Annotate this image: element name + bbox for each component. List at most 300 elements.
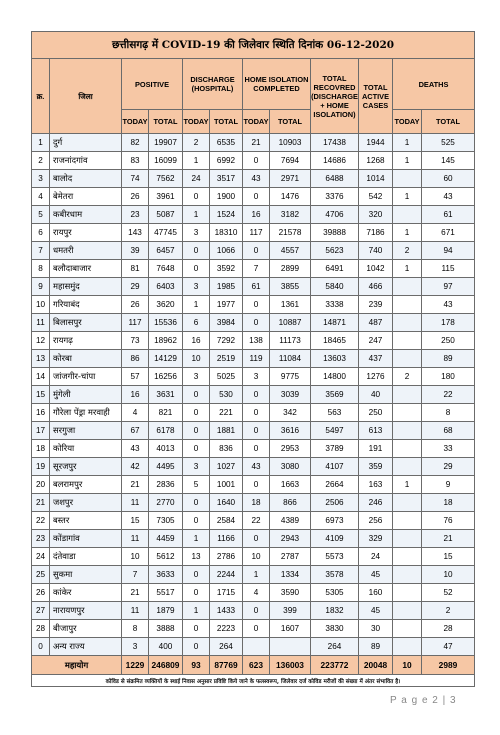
- cell-active: 24: [359, 548, 393, 566]
- cell-pos-total: 16256: [149, 368, 183, 386]
- cell-death-today: [393, 404, 422, 422]
- cell-hi-total: 3182: [270, 206, 311, 224]
- cell-hi-total: 7694: [270, 152, 311, 170]
- cell-dis-total: 3984: [210, 314, 243, 332]
- cell-dis-today: 1: [183, 206, 210, 224]
- cell-pos-today: 7: [122, 566, 149, 584]
- cell-recovered: 5573: [311, 548, 359, 566]
- cell-active: 30: [359, 620, 393, 638]
- cell-death-today: [393, 350, 422, 368]
- cell-death-today: 1: [393, 134, 422, 152]
- cell-death-total: 145: [422, 152, 475, 170]
- cell-sno: 25: [32, 566, 50, 584]
- cell-sno: 27: [32, 602, 50, 620]
- cell-pos-total: 4495: [149, 458, 183, 476]
- cell-hi-today: 0: [243, 440, 270, 458]
- cell-district: दंतेवाडा: [50, 548, 122, 566]
- cell-dis-today: 2: [183, 134, 210, 152]
- col-district-header: जिला: [50, 59, 122, 134]
- cell-district: मुंगेली: [50, 386, 122, 404]
- cell-recovered: 14686: [311, 152, 359, 170]
- cell-sno: 5: [32, 206, 50, 224]
- cell-recovered: 2664: [311, 476, 359, 494]
- cell-active: 250: [359, 404, 393, 422]
- totals-pos-today: 1229: [122, 656, 149, 675]
- cell-active: 1014: [359, 170, 393, 188]
- cell-active: 1042: [359, 260, 393, 278]
- cell-death-total: 60: [422, 170, 475, 188]
- cell-dis-total: 1640: [210, 494, 243, 512]
- cell-sno: 18: [32, 440, 50, 458]
- footnote: कोविड से संक्रमित व्यक्तियों के स्थाई निवास अनुसार प्रविष्टि किये जाने के फलस्वरूप, जिलेवार दर्ज कोविड मरीजों की संख्या में अंतर संभावित है।: [32, 675, 475, 687]
- cell-pos-today: 117: [122, 314, 149, 332]
- cell-death-total: 43: [422, 296, 475, 314]
- cell-hi-today: 61: [243, 278, 270, 296]
- table-row: [32, 170, 475, 188]
- cell-sno: 15: [32, 386, 50, 404]
- table-row: [32, 638, 475, 656]
- cell-dis-total: 1900: [210, 188, 243, 206]
- hi-today-header: TODAY: [243, 110, 270, 134]
- cell-district: बीजापुर: [50, 620, 122, 638]
- cell-death-today: [393, 584, 422, 602]
- cell-death-total: 29: [422, 458, 475, 476]
- cell-recovered: 5840: [311, 278, 359, 296]
- table-row: [32, 458, 475, 476]
- cell-hi-today: 18: [243, 494, 270, 512]
- cell-dis-today: 0: [183, 566, 210, 584]
- col-discharge-header: DISCHARGE (HOSPITAL): [183, 59, 243, 110]
- cell-active: 1268: [359, 152, 393, 170]
- table-row: [32, 152, 475, 170]
- cell-death-total: 525: [422, 134, 475, 152]
- cell-district: कांकेर: [50, 584, 122, 602]
- cell-active: 437: [359, 350, 393, 368]
- cell-hi-total: 1663: [270, 476, 311, 494]
- cell-pos-total: 14129: [149, 350, 183, 368]
- cell-hi-total: 1334: [270, 566, 311, 584]
- cell-hi-total: 1607: [270, 620, 311, 638]
- cell-pos-total: 5612: [149, 548, 183, 566]
- cell-dis-today: 0: [183, 440, 210, 458]
- cell-hi-today: 0: [243, 188, 270, 206]
- cell-pos-today: 10: [122, 548, 149, 566]
- cell-district: कोंडागांव: [50, 530, 122, 548]
- cell-dis-today: 0: [183, 404, 210, 422]
- cell-death-today: [393, 548, 422, 566]
- cell-active: 89: [359, 638, 393, 656]
- cell-death-total: 43: [422, 188, 475, 206]
- district-table: [31, 31, 475, 687]
- cell-pos-total: 7648: [149, 260, 183, 278]
- cell-recovered: 4706: [311, 206, 359, 224]
- death-today-header: TODAY: [393, 110, 422, 134]
- cell-hi-today: 0: [243, 530, 270, 548]
- cell-district: धमतरी: [50, 242, 122, 260]
- cell-dis-today: 3: [183, 278, 210, 296]
- cell-dis-total: 221: [210, 404, 243, 422]
- cell-recovered: 14800: [311, 368, 359, 386]
- cell-district: कोरिया: [50, 440, 122, 458]
- cell-death-today: 1: [393, 476, 422, 494]
- cell-death-total: 61: [422, 206, 475, 224]
- cell-active: 7186: [359, 224, 393, 242]
- cell-hi-today: 22: [243, 512, 270, 530]
- col-total-active-header: TOTAL ACTIVE CASES: [359, 59, 393, 134]
- cell-dis-total: 1524: [210, 206, 243, 224]
- cell-hi-total: 9775: [270, 368, 311, 386]
- cell-sno: 22: [32, 512, 50, 530]
- cell-pos-today: 82: [122, 134, 149, 152]
- cell-sno: 23: [32, 530, 50, 548]
- cell-hi-today: 138: [243, 332, 270, 350]
- cell-pos-total: 15536: [149, 314, 183, 332]
- cell-death-today: [393, 440, 422, 458]
- col-total-recovered-header: TOTAL RECOVRED (DISCHARGE + HOME ISOLATION): [311, 59, 359, 134]
- cell-death-today: 2: [393, 368, 422, 386]
- cell-hi-total: 3855: [270, 278, 311, 296]
- table-row: [32, 584, 475, 602]
- cell-dis-total: 2519: [210, 350, 243, 368]
- cell-active: 1944: [359, 134, 393, 152]
- cell-hi-total: 3080: [270, 458, 311, 476]
- cell-dis-today: 0: [183, 422, 210, 440]
- table-row: [32, 566, 475, 584]
- cell-active: 191: [359, 440, 393, 458]
- cell-recovered: 13603: [311, 350, 359, 368]
- cell-pos-today: 67: [122, 422, 149, 440]
- cell-pos-total: 1879: [149, 602, 183, 620]
- table-row: [32, 368, 475, 386]
- cell-death-today: 1: [393, 188, 422, 206]
- cell-dis-today: 0: [183, 638, 210, 656]
- cell-hi-total: 3590: [270, 584, 311, 602]
- cell-pos-total: 4459: [149, 530, 183, 548]
- cell-pos-total: 3620: [149, 296, 183, 314]
- cell-district: जांजगीर-चांपा: [50, 368, 122, 386]
- cell-death-total: 671: [422, 224, 475, 242]
- cell-pos-total: 4013: [149, 440, 183, 458]
- table-row: [32, 404, 475, 422]
- cell-district: महासमुंद: [50, 278, 122, 296]
- cell-pos-today: 21: [122, 584, 149, 602]
- cell-recovered: 6488: [311, 170, 359, 188]
- cell-death-today: [393, 638, 422, 656]
- cell-district: सरगुजा: [50, 422, 122, 440]
- cell-death-total: 52: [422, 584, 475, 602]
- cell-recovered: 39888: [311, 224, 359, 242]
- cell-death-today: [393, 566, 422, 584]
- cell-pos-today: 16: [122, 386, 149, 404]
- cell-dis-today: 0: [183, 512, 210, 530]
- cell-dis-today: 1: [183, 602, 210, 620]
- cell-pos-today: 23: [122, 206, 149, 224]
- cell-dis-today: 0: [183, 260, 210, 278]
- cell-pos-total: 400: [149, 638, 183, 656]
- dis-today-header: TODAY: [183, 110, 210, 134]
- cell-sno: 4: [32, 188, 50, 206]
- table-row: [32, 548, 475, 566]
- cell-pos-total: 3631: [149, 386, 183, 404]
- cell-recovered: 3830: [311, 620, 359, 638]
- cell-death-total: 21: [422, 530, 475, 548]
- cell-hi-today: 0: [243, 296, 270, 314]
- cell-sno: 8: [32, 260, 50, 278]
- cell-district: बलौदाबाजार: [50, 260, 122, 278]
- cell-dis-today: 0: [183, 620, 210, 638]
- cell-dis-total: 5025: [210, 368, 243, 386]
- cell-hi-total: 2953: [270, 440, 311, 458]
- cell-dis-today: 16: [183, 332, 210, 350]
- cell-sno: 28: [32, 620, 50, 638]
- covid-report: [31, 31, 474, 687]
- cell-pos-today: 4: [122, 404, 149, 422]
- cell-death-today: 1: [393, 152, 422, 170]
- cell-death-today: [393, 278, 422, 296]
- cell-hi-total: 342: [270, 404, 311, 422]
- cell-death-total: 10: [422, 566, 475, 584]
- cell-death-total: 180: [422, 368, 475, 386]
- cell-hi-today: 1: [243, 566, 270, 584]
- cell-hi-today: 0: [243, 314, 270, 332]
- cell-active: 320: [359, 206, 393, 224]
- cell-pos-total: 6403: [149, 278, 183, 296]
- table-row: [32, 422, 475, 440]
- cell-sno: 19: [32, 458, 50, 476]
- cell-district: जशपुर: [50, 494, 122, 512]
- cell-sno: 0: [32, 638, 50, 656]
- cell-dis-total: 836: [210, 440, 243, 458]
- cell-hi-today: 0: [243, 404, 270, 422]
- cell-dis-today: 1: [183, 530, 210, 548]
- totals-death-total: 2989: [422, 656, 475, 675]
- table-row: [32, 386, 475, 404]
- cell-dis-total: 2584: [210, 512, 243, 530]
- cell-death-today: [393, 620, 422, 638]
- cell-sno: 13: [32, 350, 50, 368]
- cell-hi-today: 0: [243, 602, 270, 620]
- table-row: [32, 242, 475, 260]
- cell-pos-total: 6178: [149, 422, 183, 440]
- cell-dis-total: 6992: [210, 152, 243, 170]
- cell-hi-today: 0: [243, 422, 270, 440]
- cell-active: 359: [359, 458, 393, 476]
- cell-pos-today: 11: [122, 602, 149, 620]
- cell-hi-today: 119: [243, 350, 270, 368]
- cell-hi-total: 866: [270, 494, 311, 512]
- cell-district: सुकमा: [50, 566, 122, 584]
- cell-death-today: [393, 206, 422, 224]
- cell-district: बलरामपुर: [50, 476, 122, 494]
- cell-dis-total: 2244: [210, 566, 243, 584]
- table-row: [32, 296, 475, 314]
- cell-hi-total: 399: [270, 602, 311, 620]
- cell-pos-today: 3: [122, 638, 149, 656]
- cell-death-total: 8: [422, 404, 475, 422]
- table-row: [32, 332, 475, 350]
- cell-dis-total: 1027: [210, 458, 243, 476]
- cell-active: 160: [359, 584, 393, 602]
- cell-active: 466: [359, 278, 393, 296]
- cell-pos-today: 57: [122, 368, 149, 386]
- cell-pos-today: 143: [122, 224, 149, 242]
- cell-recovered: 3376: [311, 188, 359, 206]
- cell-pos-today: 43: [122, 440, 149, 458]
- cell-death-today: [393, 494, 422, 512]
- cell-pos-total: 3633: [149, 566, 183, 584]
- cell-pos-total: 47745: [149, 224, 183, 242]
- cell-dis-today: 13: [183, 548, 210, 566]
- cell-death-total: 2: [422, 602, 475, 620]
- cell-pos-total: 3888: [149, 620, 183, 638]
- cell-recovered: 3569: [311, 386, 359, 404]
- cell-sno: 7: [32, 242, 50, 260]
- cell-active: 1276: [359, 368, 393, 386]
- cell-dis-today: 10: [183, 350, 210, 368]
- table-row: [32, 530, 475, 548]
- cell-death-today: [393, 386, 422, 404]
- cell-dis-total: 2223: [210, 620, 243, 638]
- cell-active: 239: [359, 296, 393, 314]
- table-row: [32, 278, 475, 296]
- cell-recovered: 264: [311, 638, 359, 656]
- cell-pos-today: 42: [122, 458, 149, 476]
- cell-hi-total: 10903: [270, 134, 311, 152]
- cell-recovered: 3338: [311, 296, 359, 314]
- cell-death-total: 68: [422, 422, 475, 440]
- cell-hi-total: 2787: [270, 548, 311, 566]
- cell-district: बिलासपुर: [50, 314, 122, 332]
- cell-active: 487: [359, 314, 393, 332]
- cell-dis-total: 1977: [210, 296, 243, 314]
- cell-dis-today: 1: [183, 296, 210, 314]
- cell-sno: 2: [32, 152, 50, 170]
- cell-hi-today: 117: [243, 224, 270, 242]
- cell-hi-total: 3039: [270, 386, 311, 404]
- cell-pos-total: 5087: [149, 206, 183, 224]
- cell-hi-today: 0: [243, 476, 270, 494]
- cell-death-today: [393, 458, 422, 476]
- cell-dis-total: 1985: [210, 278, 243, 296]
- cell-pos-today: 86: [122, 350, 149, 368]
- cell-active: 247: [359, 332, 393, 350]
- cell-recovered: 3578: [311, 566, 359, 584]
- cell-dis-total: 264: [210, 638, 243, 656]
- cell-district: गरियाबंद: [50, 296, 122, 314]
- cell-pos-total: 5517: [149, 584, 183, 602]
- pos-today-header: TODAY: [122, 110, 149, 134]
- cell-active: 256: [359, 512, 393, 530]
- cell-dis-total: 1433: [210, 602, 243, 620]
- cell-dis-total: 530: [210, 386, 243, 404]
- cell-death-total: 178: [422, 314, 475, 332]
- table-row: [32, 260, 475, 278]
- table-row: [32, 350, 475, 368]
- cell-death-today: 1: [393, 224, 422, 242]
- cell-pos-total: 16099: [149, 152, 183, 170]
- cell-hi-today: 0: [243, 620, 270, 638]
- cell-sno: 9: [32, 278, 50, 296]
- cell-sno: 20: [32, 476, 50, 494]
- cell-recovered: 5497: [311, 422, 359, 440]
- col-positive-header: POSITIVE: [122, 59, 183, 110]
- table-row: [32, 476, 475, 494]
- cell-hi-today: 7: [243, 260, 270, 278]
- cell-sno: 6: [32, 224, 50, 242]
- cell-dis-total: 7292: [210, 332, 243, 350]
- cell-death-today: [393, 170, 422, 188]
- cell-death-total: 89: [422, 350, 475, 368]
- cell-dis-total: 2786: [210, 548, 243, 566]
- cell-death-today: 2: [393, 242, 422, 260]
- cell-sno: 3: [32, 170, 50, 188]
- totals-pos-total: 246809: [149, 656, 183, 675]
- cell-hi-today: 3: [243, 368, 270, 386]
- cell-hi-today: [243, 638, 270, 656]
- hi-total-header: TOTAL: [270, 110, 311, 134]
- cell-active: 40: [359, 386, 393, 404]
- cell-pos-total: 3961: [149, 188, 183, 206]
- cell-dis-today: 0: [183, 584, 210, 602]
- cell-hi-total: 4389: [270, 512, 311, 530]
- cell-hi-today: 0: [243, 242, 270, 260]
- cell-sno: 11: [32, 314, 50, 332]
- cell-dis-total: 1166: [210, 530, 243, 548]
- cell-death-today: [393, 530, 422, 548]
- cell-recovered: 1832: [311, 602, 359, 620]
- cell-dis-total: 1066: [210, 242, 243, 260]
- cell-dis-today: 3: [183, 224, 210, 242]
- dis-total-header: TOTAL: [210, 110, 243, 134]
- cell-death-total: 250: [422, 332, 475, 350]
- cell-district: बेमेतरा: [50, 188, 122, 206]
- cell-death-today: [393, 332, 422, 350]
- cell-dis-total: 1881: [210, 422, 243, 440]
- cell-recovered: 563: [311, 404, 359, 422]
- cell-death-total: 115: [422, 260, 475, 278]
- col-sno-header: क्र.: [32, 59, 50, 134]
- death-total-header: TOTAL: [422, 110, 475, 134]
- col-deaths-header: DEATHS: [393, 59, 475, 110]
- cell-pos-today: 26: [122, 188, 149, 206]
- table-row: [32, 494, 475, 512]
- cell-pos-total: 7305: [149, 512, 183, 530]
- cell-active: 163: [359, 476, 393, 494]
- cell-sno: 24: [32, 548, 50, 566]
- cell-sno: 26: [32, 584, 50, 602]
- cell-dis-today: 0: [183, 188, 210, 206]
- totals-hi-total: 136003: [270, 656, 311, 675]
- cell-death-today: [393, 512, 422, 530]
- cell-death-total: 47: [422, 638, 475, 656]
- cell-district: सूरजपुर: [50, 458, 122, 476]
- cell-sno: 10: [32, 296, 50, 314]
- cell-pos-total: 19907: [149, 134, 183, 152]
- cell-sno: 17: [32, 422, 50, 440]
- report-title: छत्तीसगढ़ में COVID-19 की जिलेवार स्थिति दिनांक 06-12-2020: [32, 32, 475, 59]
- cell-dis-total: 1001: [210, 476, 243, 494]
- totals-label: महायोग: [32, 656, 122, 675]
- cell-death-today: [393, 422, 422, 440]
- cell-pos-today: 11: [122, 494, 149, 512]
- totals-dis-total: 87769: [210, 656, 243, 675]
- cell-death-total: 76: [422, 512, 475, 530]
- cell-pos-today: 29: [122, 278, 149, 296]
- cell-recovered: 17438: [311, 134, 359, 152]
- cell-active: 740: [359, 242, 393, 260]
- totals-dis-today: 93: [183, 656, 210, 675]
- cell-hi-total: 1361: [270, 296, 311, 314]
